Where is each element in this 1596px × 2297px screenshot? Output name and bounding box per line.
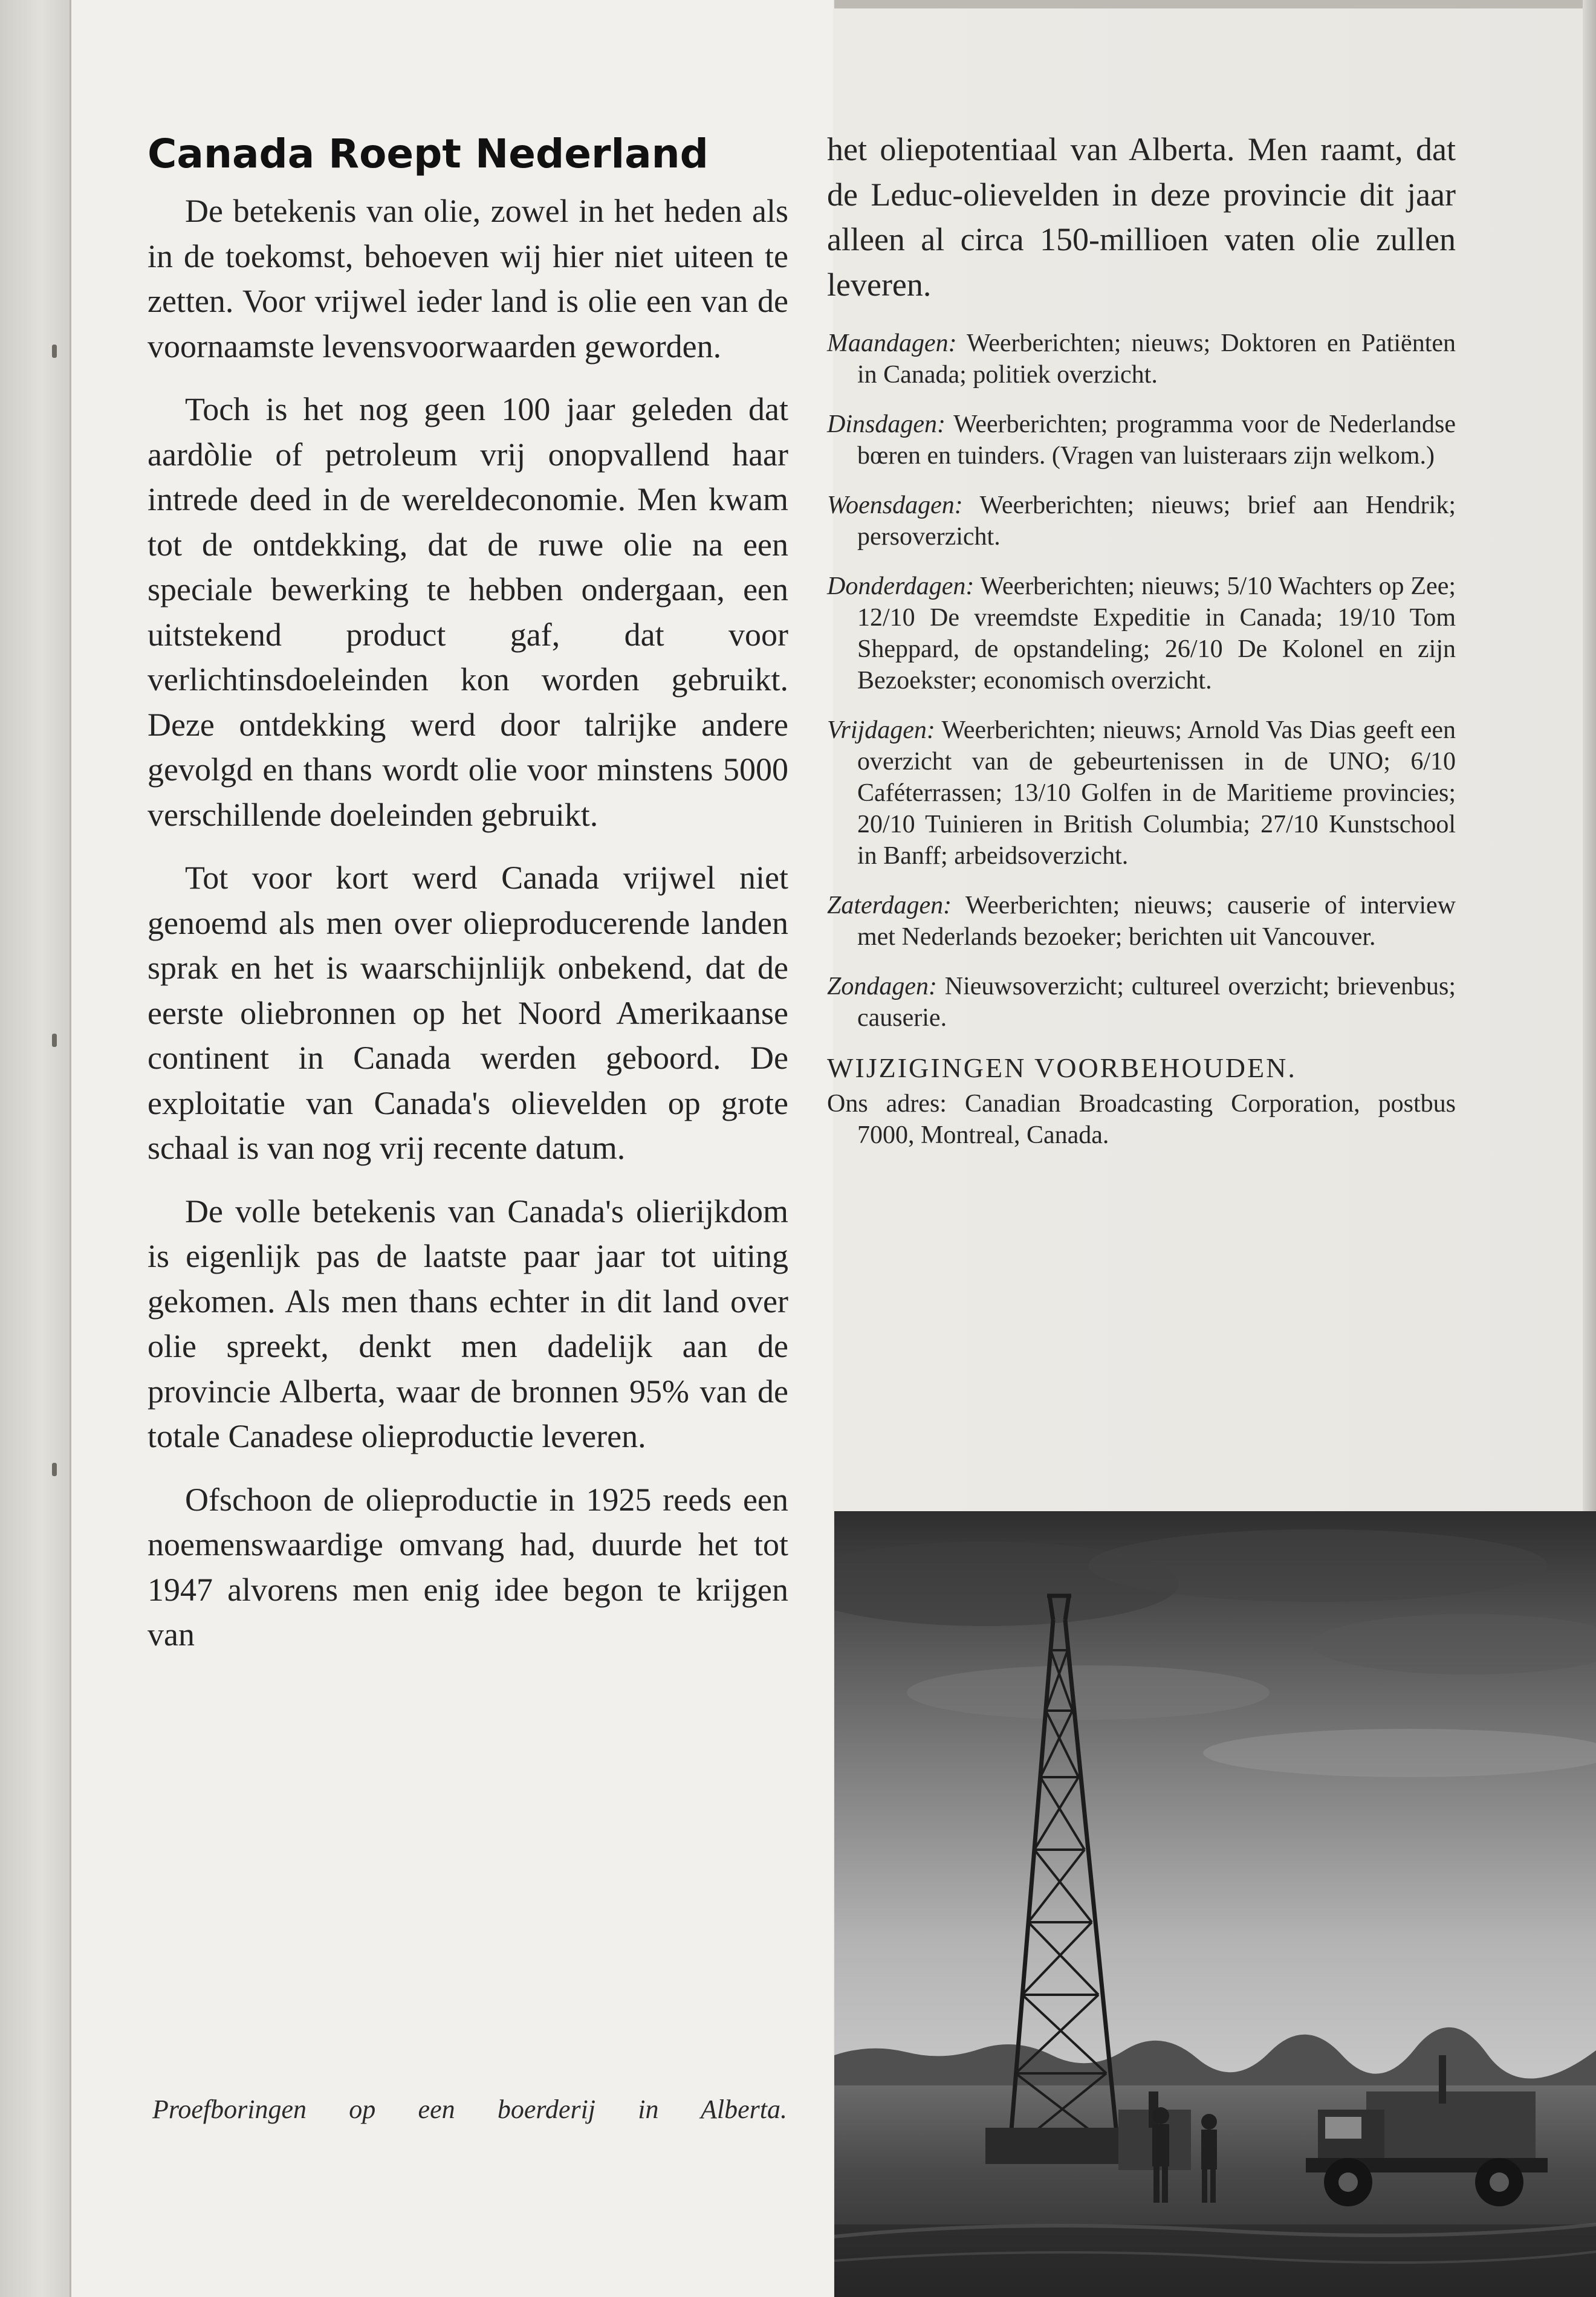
schedule-thursday	[827, 571, 1456, 696]
schedule-day-text: Nieuwsoverzicht; cultureel overzicht; brievenbus; causerie.	[857, 973, 1456, 1032]
schedule-day-label: Zaterdagen:	[827, 892, 952, 919]
article-paragraph: De volle betekenis van Canada's olierijkdom is eigenlijk pas de laatste paar jaar tot uiting gekomen. Als men thans echter in dit land over olie spreekt, denkt men dadelijk aan de provincie Alberta, waar de bronnen 95% van de totale Canadese olieproductie leveren.	[148, 1193, 788, 1454]
schedule-day-text: Weerberichten; nieuws; 5/10 Wachters op Zee; 12/10 De vreemdste Expeditie in Canada; 19/10 Tom Sheppard, de opstandeling; 26/10 De Kolonel en zijn Bezoekster; economisch overzicht.	[857, 572, 1456, 695]
schedule-saturday	[827, 890, 1456, 953]
schedule-sunday	[827, 971, 1456, 1034]
schedule-day-label: Dinsdagen:	[827, 410, 946, 438]
schedule-day-text: Weerberichten; nieuws; Doktoren en Patiënten in Canada; politiek overzicht.	[857, 329, 1456, 389]
photo-caption: Proefboringen op een boerderij in Alberta.	[152, 2095, 787, 2124]
article-paragraph: Ofschoon de olieproductie in 1925 reeds een noemenswaardige omvang had, duurde het tot 1947 alvorens men enig idee begon te krijgen van	[148, 1481, 788, 1653]
binding-stitch	[52, 1463, 57, 1476]
page-binding	[0, 0, 71, 2297]
article-continuation: het oliepotentiaal van Alberta. Men raamt, dat de Leduc-olievelden in deze provincie dit jaar alleen al circa 150-millioen vaten olie zullen leveren.	[827, 131, 1456, 303]
schedule-day-text: Weerberichten; nieuws; brief aan Hendrik; persoverzicht.	[857, 491, 1456, 551]
article-paragraph: Tot voor kort werd Canada vrijwel niet genoemd als men over olieproducerende landen sprak en het is waarschijnlijk onbekend, dat de eerste oliebronnen op het Noord Amerikaanse continent in Canada werden geboord. De exploitatie van Canada's olievelden op grote schaal is van nog vrij recente datum.	[148, 860, 788, 1166]
page-top-shadow	[834, 0, 1596, 8]
binding-stitch	[52, 1034, 57, 1047]
article-title: Canada Roept Nederland	[148, 131, 709, 177]
schedule-day-label: Donderdagen:	[827, 572, 975, 600]
derrick-photo	[834, 1511, 1596, 2297]
schedule-monday	[827, 328, 1456, 390]
article-right-column	[827, 127, 1456, 1151]
changes-notice: WIJZIGINGEN VOORBEHOUDEN.	[827, 1052, 1297, 1083]
schedule-tuesday	[827, 409, 1456, 471]
schedule-wednesday	[827, 490, 1456, 552]
schedule-day-text: Weerberichten; nieuws; causerie of interview met Nederlands bezoeker; berichten uit Vancouver.	[857, 892, 1456, 951]
binding-stitch	[52, 345, 57, 358]
article-left-column	[148, 127, 788, 1676]
schedule-friday	[827, 714, 1456, 872]
schedule-day-label: Zondagen:	[827, 973, 937, 1000]
article-paragraph: De betekenis van olie, zowel in het heden als in de toekomst, behoeven wij hier niet uiteen te zetten. Voor vrijwel ieder land is olie een van de voornaamste levensvoorwaarden geworden.	[148, 193, 788, 364]
postal-address: Ons adres: Canadian Broadcasting Corporation, postbus 7000, Montreal, Canada.	[827, 1090, 1456, 1149]
article-paragraph: Toch is het nog geen 100 jaar geleden dat aardòlie of petroleum vrij onopvallend haar intrede deed in de wereldeconomie. Men kwam tot de ontdekking, dat de ruwe olie na een speciale bewerking te hebben ondergaan, een uitstekend product gaf, dat voor verlichtinsdoeleinden kon worden gebruikt. Deze ontdekking werd door talrijke andere gevolgd en thans wordt olie voor minstens 5000 verschillende doeleinden gebruikt.	[148, 391, 788, 833]
schedule-day-label: Woensdagen:	[827, 491, 963, 519]
schedule-day-text: Weerberichten; nieuws; Arnold Vas Dias geeft een overzicht van de gebeurtenissen in de UNO; 6/10 Caféterrassen; 13/10 Golfen in de Maritieme provincies; 20/10 Tuinieren in British Columbia; 27/10 Kunstschool in Banff; arbeidsoverzicht.	[857, 716, 1456, 870]
derrick-photo-image	[834, 1511, 1596, 2297]
schedule-day-text: Weerberichten; programma voor de Nederlandse bœren en tuinders. (Vragen van luisteraars zijn welkom.)	[857, 410, 1456, 470]
schedule-day-label: Vrijdagen:	[827, 716, 935, 744]
schedule-day-label: Maandagen:	[827, 329, 957, 357]
